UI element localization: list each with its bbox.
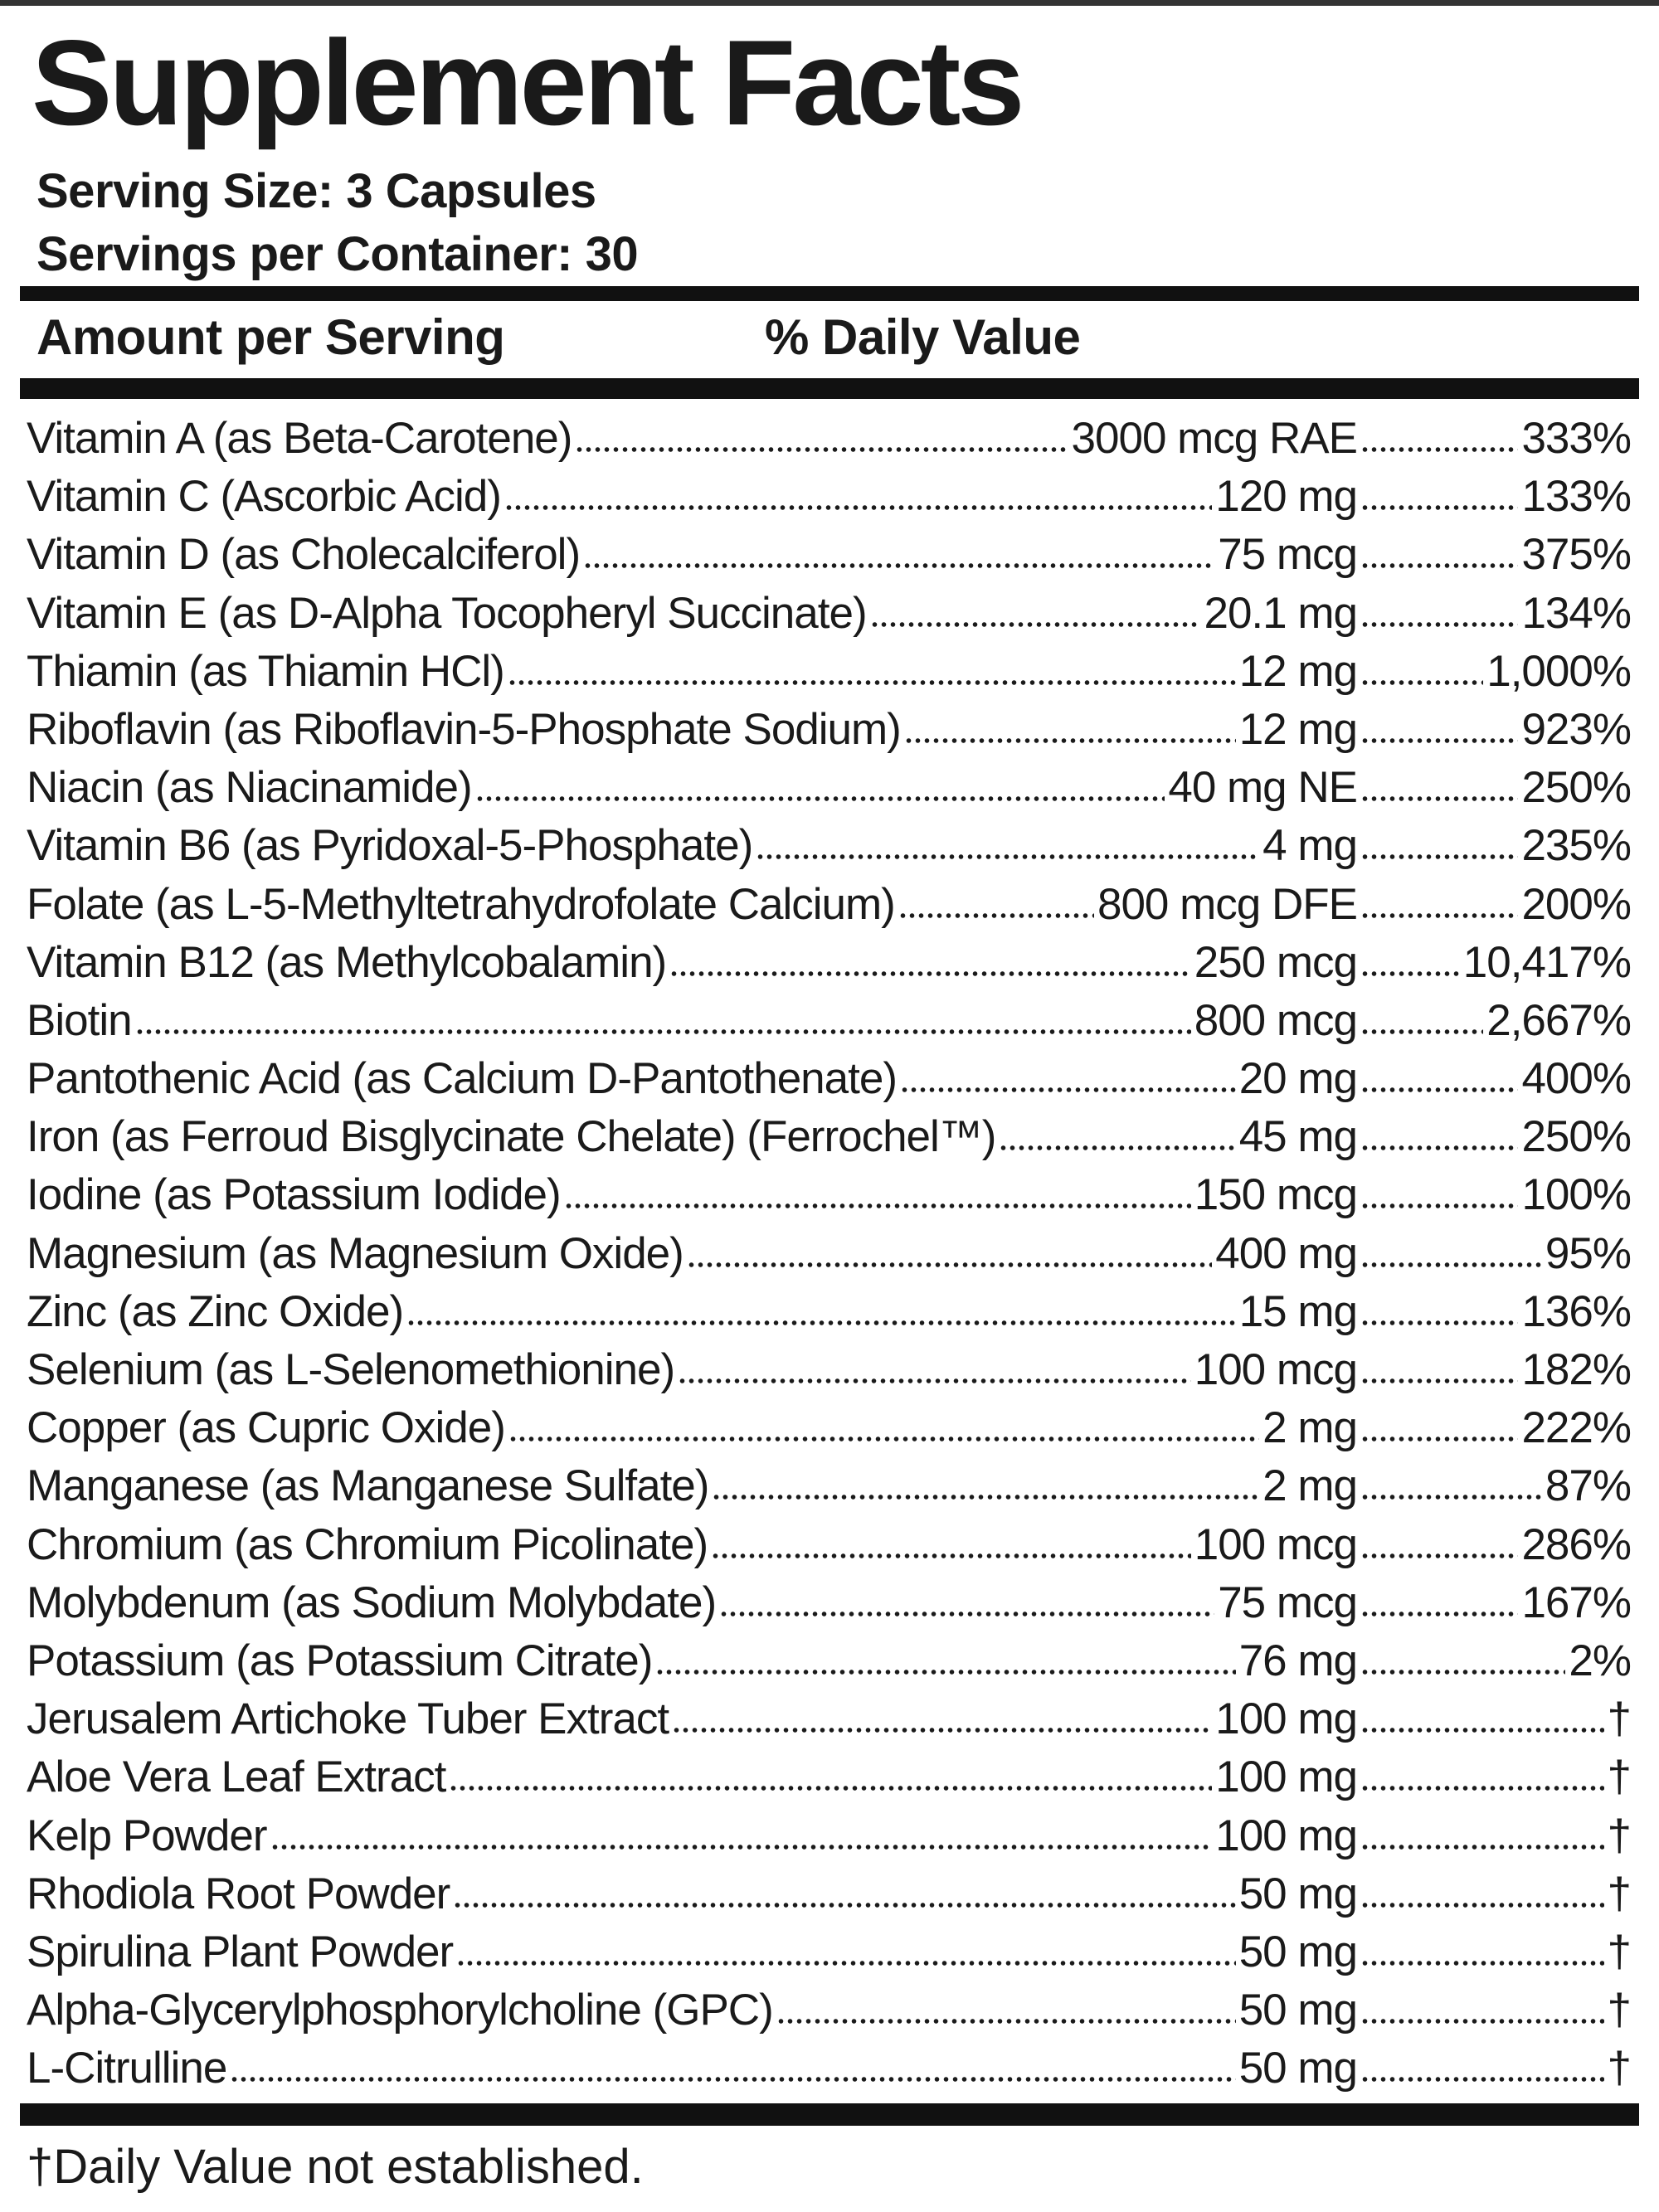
nutrient-name: Magnesium (as Magnesium Oxide) — [27, 1228, 684, 1278]
daily-value-cell — [1357, 1108, 1631, 1166]
nutrient-amount: 50 mg — [1238, 1869, 1357, 1918]
nutrient-row — [27, 1108, 1631, 1166]
nutrient-row — [27, 1632, 1631, 1690]
nutrient-row — [27, 1865, 1631, 1923]
dot-leader — [1360, 1145, 1518, 1151]
dot-leader — [1360, 1494, 1542, 1500]
nutrient-amount: 800 mcg — [1194, 995, 1357, 1045]
dot-leader — [456, 1960, 1236, 1966]
dot-leader — [672, 1727, 1212, 1733]
nutrient-amount: 100 mcg — [1194, 1519, 1357, 1569]
nutrient-row — [27, 1807, 1631, 1865]
nutrient-name: Zinc (as Zinc Oxide) — [27, 1286, 404, 1336]
nutrient-row — [27, 1516, 1631, 1574]
dot-leader — [1360, 1785, 1604, 1791]
nutrient-row — [27, 1050, 1631, 1108]
daily-value-cell — [1357, 2039, 1631, 2098]
dot-leader — [1360, 795, 1518, 802]
dot-leader — [1360, 912, 1518, 919]
daily-value-cell — [1357, 1457, 1631, 1515]
nutrient-amount: 100 mg — [1215, 1694, 1357, 1744]
nutrient-daily-value: 136% — [1521, 1286, 1631, 1336]
nutrient-daily-value: 286% — [1521, 1519, 1631, 1569]
dot-leader — [655, 1669, 1235, 1675]
nutrient-daily-value: 87% — [1545, 1461, 1631, 1511]
dot-leader — [1360, 1960, 1604, 1966]
daily-value-cell — [1357, 817, 1631, 875]
dot-leader — [1360, 1669, 1565, 1675]
nutrient-amount: 120 mg — [1215, 472, 1357, 522]
nutrient-amount: 50 mg — [1238, 1927, 1357, 1976]
nutrient-daily-value: 10,417% — [1462, 937, 1631, 987]
dot-leader — [1360, 2076, 1604, 2083]
nutrient-daily-value: 2,667% — [1486, 995, 1631, 1045]
nutrient-amount: 250 mcg — [1194, 937, 1357, 987]
nutrient-name: Jerusalem Artichoke Tuber Extract — [27, 1694, 669, 1744]
daily-value-cell — [1357, 876, 1631, 934]
daily-value-cell — [1357, 1574, 1631, 1632]
nutrient-daily-value: † — [1607, 2044, 1631, 2093]
dot-leader — [1360, 853, 1518, 860]
daily-value-cell — [1357, 526, 1631, 584]
nutrient-name: Folate (as L-5-Methyltetrahydrofolate Calcium) — [27, 879, 895, 929]
dot-leader — [1360, 679, 1483, 686]
nutrient-daily-value: 375% — [1521, 530, 1631, 580]
nutrient-name: Kelp Powder — [27, 1811, 267, 1860]
dot-leader — [270, 1844, 1213, 1850]
nutrient-row — [27, 759, 1631, 817]
dot-leader — [900, 1087, 1236, 1093]
nutrient-amount: 100 mg — [1215, 1753, 1357, 1802]
nutrient-name: Chromium (as Chromium Picolinate) — [27, 1519, 708, 1569]
dot-leader — [1360, 970, 1460, 977]
nutrient-amount: 75 mcg — [1218, 1578, 1357, 1627]
nutrient-name: Vitamin A (as Beta-Carotene) — [27, 414, 572, 463]
footnote: †Daily Value not established. — [27, 2140, 644, 2194]
thick-rule — [20, 2103, 1639, 2126]
dot-leader — [1360, 621, 1518, 628]
daily-value-cell — [1357, 1865, 1631, 1923]
nutrient-daily-value: 222% — [1521, 1403, 1631, 1453]
dot-leader — [999, 1145, 1235, 1151]
nutrient-row — [27, 1457, 1631, 1515]
dot-leader — [1360, 1436, 1518, 1442]
daily-value-cell — [1357, 1748, 1631, 1806]
nutrient-row — [27, 1283, 1631, 1341]
dot-leader — [870, 621, 1201, 628]
nutrient-amount: 40 mg NE — [1168, 763, 1357, 813]
nutrient-amount: 45 mg — [1238, 1112, 1357, 1162]
nutrient-amount: 50 mg — [1238, 1986, 1357, 2035]
nutrient-name: Aloe Vera Leaf Extract — [27, 1753, 446, 1802]
daily-value-cell — [1357, 1690, 1631, 1748]
dot-leader — [1360, 1320, 1518, 1326]
nutrient-name: Vitamin C (Ascorbic Acid) — [27, 472, 501, 522]
dot-leader — [712, 1494, 1259, 1500]
nutrient-daily-value: 250% — [1521, 763, 1631, 813]
dot-leader — [687, 1262, 1212, 1268]
serving-size: Serving Size: 3 Capsules — [36, 164, 596, 218]
nutrient-amount: 100 mcg — [1194, 1345, 1357, 1394]
nutrient-row — [27, 934, 1631, 992]
nutrient-amount: 12 mg — [1238, 704, 1357, 754]
dot-leader — [575, 446, 1068, 453]
nutrient-row — [27, 1748, 1631, 1806]
nutrient-amount: 76 mg — [1238, 1636, 1357, 1685]
daily-value-cell — [1357, 701, 1631, 759]
daily-value-cell — [1357, 1516, 1631, 1574]
panel-title: Supplement Facts — [32, 15, 1022, 150]
dot-leader — [1360, 1087, 1518, 1093]
daily-value-cell — [1357, 1225, 1631, 1283]
nutrient-amount: 50 mg — [1238, 2044, 1357, 2093]
dot-leader — [449, 1785, 1212, 1791]
dot-leader — [904, 737, 1236, 744]
daily-value-cell — [1357, 1632, 1631, 1690]
nutrient-amount: 2 mg — [1262, 1403, 1357, 1453]
nutrient-name: Alpha-Glycerylphosphorylcholine (GPC) — [27, 1986, 773, 2035]
dot-leader — [1360, 1378, 1518, 1384]
nutrient-name: Molybdenum (as Sodium Molybdate) — [27, 1578, 717, 1627]
nutrient-amount: 4 mg — [1262, 821, 1357, 871]
dot-leader — [1360, 1902, 1604, 1908]
nutrient-name: Pantothenic Acid (as Calcium D-Pantothenate) — [27, 1054, 897, 1104]
dot-leader — [453, 1902, 1235, 1908]
dot-leader — [711, 1553, 1191, 1559]
nutrient-daily-value: 2% — [1569, 1636, 1631, 1685]
daily-value-cell — [1357, 410, 1631, 468]
dot-leader — [406, 1320, 1236, 1326]
daily-value-cell — [1357, 1166, 1631, 1224]
dot-leader — [1360, 1262, 1542, 1268]
nutrient-row — [27, 1981, 1631, 2039]
daily-value-cell — [1357, 1283, 1631, 1341]
thick-rule — [20, 286, 1639, 301]
nutrient-amount: 75 mcg — [1218, 530, 1357, 580]
dot-leader — [1360, 1028, 1483, 1035]
nutrient-name: L-Citrulline — [27, 2044, 227, 2093]
dot-leader — [1360, 1611, 1518, 1617]
nutrient-row — [27, 1923, 1631, 1981]
dot-leader — [898, 912, 1094, 919]
dot-leader — [508, 679, 1236, 686]
nutrient-name: Riboflavin (as Riboflavin-5-Phosphate Sodium) — [27, 704, 901, 754]
daily-value-cell — [1357, 934, 1631, 992]
daily-value-cell — [1357, 1923, 1631, 1981]
nutrient-name: Vitamin D (as Cholecalciferol) — [27, 530, 581, 580]
daily-value-cell — [1357, 643, 1631, 701]
nutrient-daily-value: 182% — [1521, 1345, 1631, 1394]
amount-per-serving-header: Amount per Serving — [36, 309, 505, 365]
nutrient-daily-value: 235% — [1521, 821, 1631, 871]
nutrient-daily-value: 923% — [1521, 704, 1631, 754]
daily-value-cell — [1357, 992, 1631, 1050]
nutrient-daily-value: † — [1607, 1694, 1631, 1744]
dot-leader — [1360, 446, 1518, 453]
top-rule — [0, 0, 1659, 6]
nutrient-daily-value: † — [1607, 1986, 1631, 2035]
nutrient-amount: 20.1 mg — [1204, 588, 1357, 638]
thick-rule — [20, 378, 1639, 399]
dot-leader — [135, 1028, 1191, 1035]
nutrient-row — [27, 643, 1631, 701]
nutrient-name: Spirulina Plant Powder — [27, 1927, 454, 1976]
nutrient-row — [27, 2039, 1631, 2098]
nutrient-name: Vitamin B6 (as Pyridoxal-5-Phosphate) — [27, 821, 753, 871]
nutrient-row — [27, 1225, 1631, 1283]
nutrient-daily-value: † — [1607, 1869, 1631, 1918]
dot-leader — [230, 2076, 1235, 2083]
nutrient-amount: 2 mg — [1262, 1461, 1357, 1511]
dot-leader — [1360, 1844, 1604, 1850]
nutrient-row — [27, 1341, 1631, 1399]
nutrient-list — [27, 410, 1631, 2098]
nutrient-amount: 100 mg — [1215, 1811, 1357, 1860]
nutrient-row — [27, 1166, 1631, 1224]
nutrient-daily-value: 167% — [1521, 1578, 1631, 1627]
nutrient-amount: 15 mg — [1238, 1286, 1357, 1336]
nutrient-daily-value: 95% — [1545, 1228, 1631, 1278]
nutrient-name: Iron (as Ferroud Bisglycinate Chelate) (Ferrochel™) — [27, 1112, 996, 1162]
daily-value-header: % Daily Value — [765, 309, 1081, 365]
nutrient-name: Manganese (as Manganese Sulfate) — [27, 1461, 709, 1511]
daily-value-cell — [1357, 585, 1631, 643]
nutrient-name: Thiamin (as Thiamin HCl) — [27, 646, 504, 696]
nutrient-daily-value: † — [1607, 1927, 1631, 1976]
daily-value-cell — [1357, 1341, 1631, 1399]
nutrient-row — [27, 817, 1631, 875]
dot-leader — [508, 1436, 1259, 1442]
daily-value-cell — [1357, 1807, 1631, 1865]
nutrient-amount: 3000 mcg RAE — [1071, 414, 1357, 463]
dot-leader — [719, 1611, 1214, 1617]
nutrient-name: Rhodiola Root Powder — [27, 1869, 450, 1918]
nutrient-daily-value: † — [1607, 1811, 1631, 1860]
servings-per-container: Servings per Container: 30 — [36, 227, 639, 281]
daily-value-cell — [1357, 1050, 1631, 1108]
dot-leader — [504, 504, 1212, 511]
nutrient-amount: 20 mg — [1238, 1054, 1357, 1104]
nutrient-name: Biotin — [27, 995, 132, 1045]
nutrient-name: Potassium (as Potassium Citrate) — [27, 1636, 653, 1685]
nutrient-row — [27, 701, 1631, 759]
nutrient-daily-value: 333% — [1521, 414, 1631, 463]
nutrient-daily-value: 134% — [1521, 588, 1631, 638]
nutrient-row — [27, 1399, 1631, 1457]
nutrient-daily-value: 133% — [1521, 472, 1631, 522]
nutrient-amount: 150 mcg — [1194, 1170, 1357, 1220]
nutrient-daily-value: 250% — [1521, 1112, 1631, 1162]
nutrient-name: Vitamin B12 (as Methylcobalamin) — [27, 937, 667, 987]
nutrient-name: Iodine (as Potassium Iodide) — [27, 1170, 561, 1220]
dot-leader — [564, 1203, 1191, 1209]
dot-leader — [669, 970, 1191, 977]
nutrient-daily-value: 400% — [1521, 1054, 1631, 1104]
nutrient-amount: 800 mcg DFE — [1097, 879, 1357, 929]
daily-value-cell — [1357, 468, 1631, 526]
dot-leader — [1360, 1203, 1518, 1209]
dot-leader — [776, 2018, 1236, 2025]
dot-leader — [1360, 1553, 1518, 1559]
nutrient-row — [27, 526, 1631, 584]
nutrient-row — [27, 468, 1631, 526]
nutrient-name: Niacin (as Niacinamide) — [27, 763, 472, 813]
nutrient-row — [27, 585, 1631, 643]
dot-leader — [756, 853, 1259, 860]
nutrient-row — [27, 876, 1631, 934]
nutrient-daily-value: † — [1607, 1753, 1631, 1802]
dot-leader — [1360, 737, 1518, 744]
nutrient-row — [27, 410, 1631, 468]
dot-leader — [1360, 562, 1518, 569]
nutrient-row — [27, 1574, 1631, 1632]
nutrient-name: Selenium (as L-Selenomethionine) — [27, 1345, 675, 1394]
dot-leader — [678, 1378, 1191, 1384]
nutrient-amount: 400 mg — [1215, 1228, 1357, 1278]
dot-leader — [475, 795, 1165, 802]
nutrient-daily-value: 1,000% — [1486, 646, 1631, 696]
nutrient-daily-value: 200% — [1521, 879, 1631, 929]
daily-value-cell — [1357, 1399, 1631, 1457]
nutrient-row — [27, 1690, 1631, 1748]
nutrient-amount: 12 mg — [1238, 646, 1357, 696]
daily-value-cell — [1357, 1981, 1631, 2039]
dot-leader — [583, 562, 1214, 569]
nutrient-name: Copper (as Cupric Oxide) — [27, 1403, 505, 1453]
dot-leader — [1360, 504, 1518, 511]
daily-value-cell — [1357, 759, 1631, 817]
dot-leader — [1360, 2018, 1604, 2025]
dot-leader — [1360, 1727, 1604, 1733]
nutrient-name: Vitamin E (as D-Alpha Tocopheryl Succinate) — [27, 588, 867, 638]
nutrient-daily-value: 100% — [1521, 1170, 1631, 1220]
nutrient-row — [27, 992, 1631, 1050]
